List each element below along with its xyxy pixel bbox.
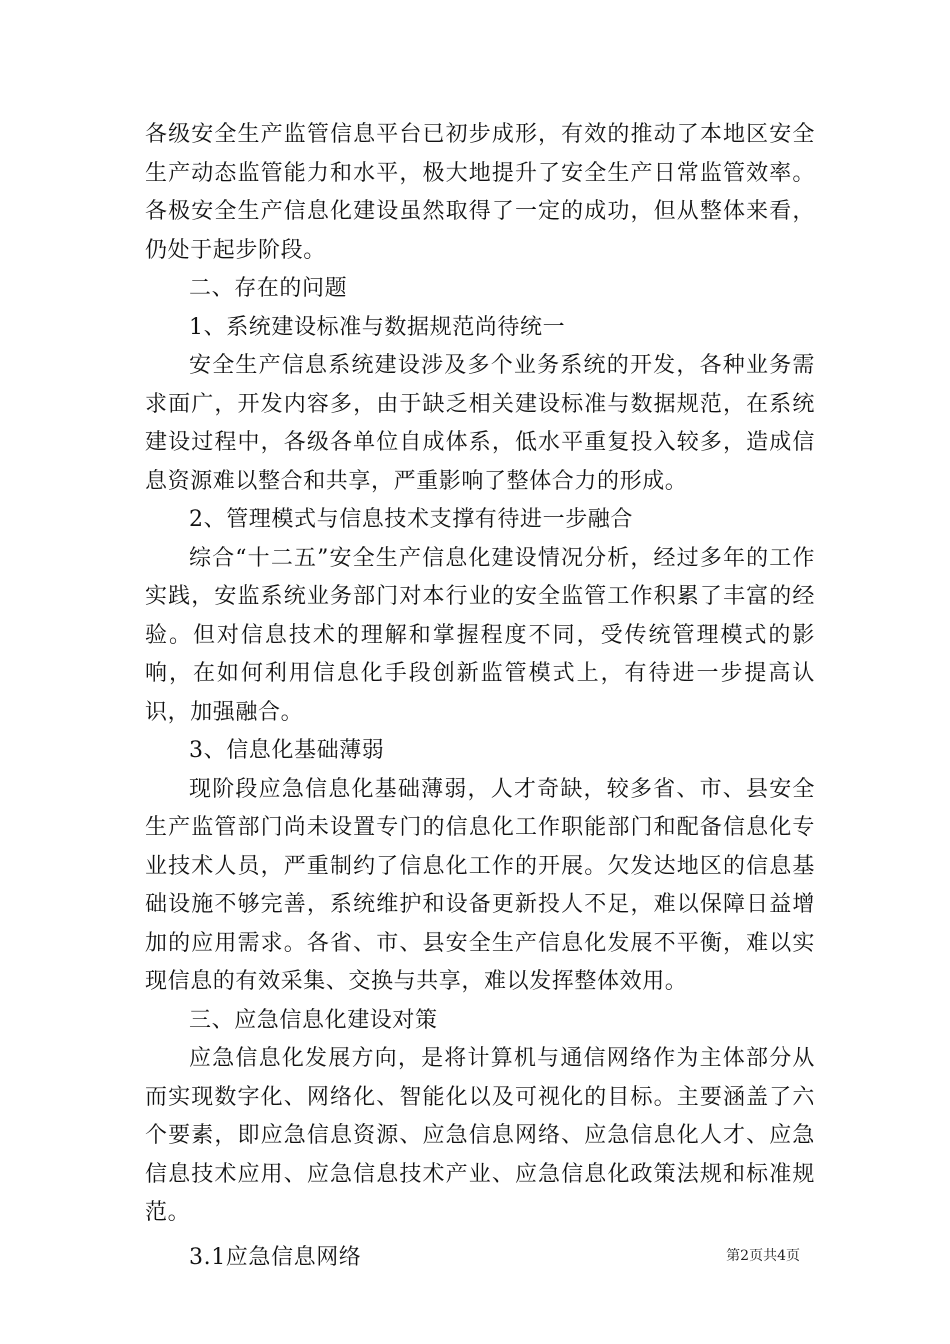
section-heading-problems: 二、存在的问题 bbox=[189, 276, 348, 301]
subheading-emergency-network: 3.1应急信息网络 bbox=[189, 1244, 362, 1270]
subheading-weak-foundation: 3、信息化基础薄弱 bbox=[189, 738, 385, 763]
section-heading-countermeasures: 三、应急信息化建设对策 bbox=[189, 1007, 438, 1033]
paragraph-countermeasures: 应急信息化发展方向，是将计算机与通信网络作为主体部分从而实现数字化、网络化、智能化以及可视化的目标。主要涵盖了六个要素，即应急信息资源、应急信息网络、应急信息化人才、应急信息技术应用、应急信息技术产业、应急信息化政策法规和标准规范。 bbox=[145, 1046, 815, 1225]
paragraph-weak-foundation: 现阶段应急信息化基础薄弱，人才奇缺，较多省、市、县安全生产监管部门尚未设置专门的信息化工作职能部门和配备信息化专业技术人员，严重制约了信息化工作的开展。欠发达地区的信息基础设施不够完善，系统维护和设备更新投人不足，难以保障日益增加的应用需求。各省、市、县安全生产信息化发展不平衡，难以实现信息的有效采集、交换与共享，难以发挥整体效用。 bbox=[145, 776, 815, 994]
document-body bbox=[145, 116, 815, 1277]
paragraph-standards: 安全生产信息系统建设涉及多个业务系统的开发，各种业务需求面广，开发内容多，由于缺乏相关建设标准与数据规范，在系统建设过程中，各级各单位自成体系，低水平重复投入较多，造成信息资源难以整合和共享，严重影响了整体合力的形成。 bbox=[145, 353, 815, 494]
subheading-standards: 1、系统建设标准与数据规范尚待统一 bbox=[189, 314, 566, 340]
paragraph-intro-continued: 各级安全生产监管信息平台已初步成形，有效的推动了本地区安全生产动态监管能力和水平，极大地提升了安全生产日常监管效率。各极安全生产信息化建设虽然取得了一定的成功，但从整体来看，仍处于起步阶段。 bbox=[145, 122, 815, 263]
paragraph-management-mode: 综合“十二五”安全生产信息化建设情况分析，经过多年的工作实践，安监系统业务部门对本行业的安全监管工作积累了丰富的经验。但对信息技术的理解和掌握程度不同，受传统管理模式的影响，在如何利用信息化手段创新监管模式上，有待进一步提高认识，加强融合。 bbox=[145, 545, 815, 725]
page-number-footer: 第2页共4页 bbox=[726, 1248, 800, 1264]
subheading-management-mode: 2、管理模式与信息技术支撑有待进一步融合 bbox=[189, 507, 633, 532]
